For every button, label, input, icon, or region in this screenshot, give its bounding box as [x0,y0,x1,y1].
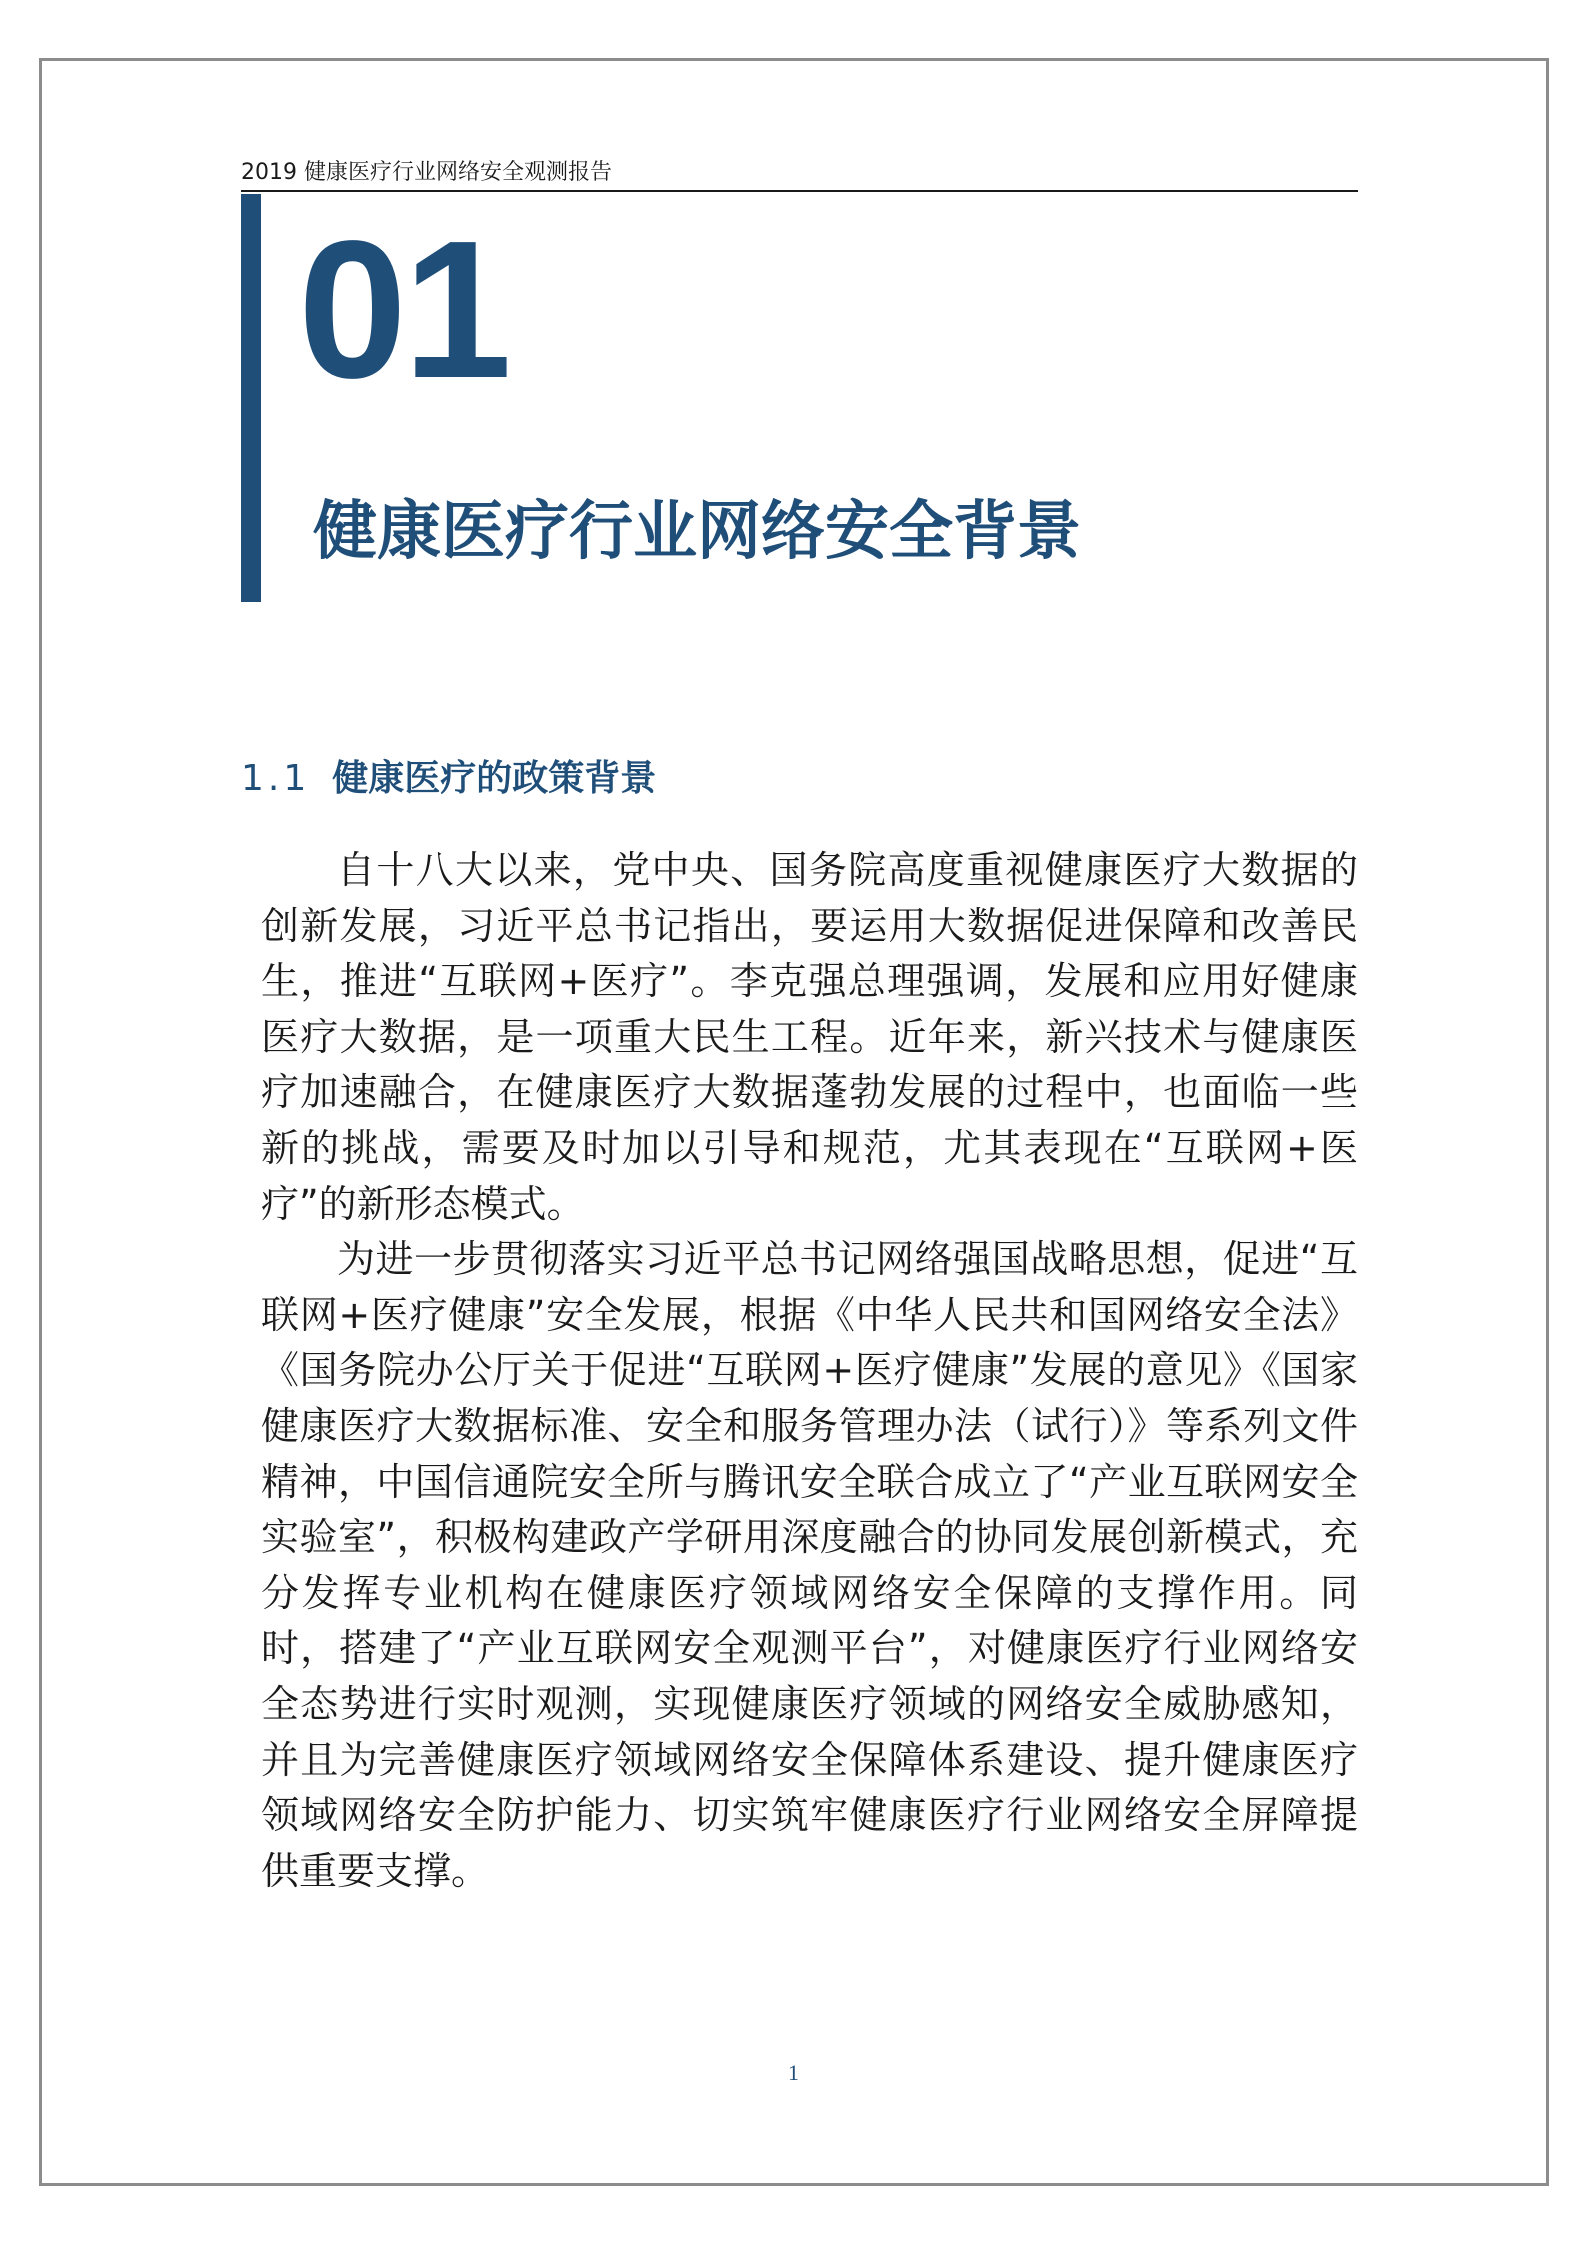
chapter-accent-bar [241,194,261,602]
running-header-title: 2019 健康医疗行业网络安全观测报告 [241,160,612,185]
body-text [261,843,1358,1899]
page-number: 1 [788,2060,799,2085]
paragraph: 自十八大以来，党中央、国务院高度重视健康医疗大数据的创新发展，习近平总书记指出，要运用大数据促进保障和改善民生，推进“互联网+医疗”。李克强总理强调，发展和应用好健康医疗大数据，是一项重大民生工程。近年来，新兴技术与健康医疗加速融合，在健康医疗大数据蓬勃发展的过程中，也面临一些新的挑战，需要及时加以引导和规范，尤其表现在“互联网+医疗”的新形态模式。 [261,848,1358,1226]
running-header [241,154,1358,192]
chapter-title: 健康医疗行业网络安全背景 [313,495,1081,569]
section-number: 1.1 [241,758,311,799]
section-title: 健康医疗的政策背景 [332,758,657,799]
paragraph: 为进一步贯彻落实习近平总书记网络强国战略思想，促进“互联网+医疗健康”安全发展，根据《中华人民共和国网络安全法》《国务院办公厅关于促进“互联网+医疗健康”发展的意见》《国家健康医疗大数据标准、安全和服务管理办法（试行）》等系列文件精神，中国信通院安全所与腾讯安全联合成立了“产业互联网安全实验室”，积极构建政产学研用深度融合的协同发展创新模式，充分发挥专业机构在健康医疗领域网络安全保障的支撑作用。同时，搭建了“产业互联网安全观测平台”，对健康医疗行业网络安全态势进行实时观测，实现健康医疗领域的网络安全威胁感知，并且为完善健康医疗领域网络安全保障体系建设、提升健康医疗领域网络安全防护能力、切实筑牢健康医疗行业网络安全屏障提供重要支撑。 [261,1237,1358,1893]
chapter-number: 01 [298,200,509,419]
section-heading [241,751,656,807]
